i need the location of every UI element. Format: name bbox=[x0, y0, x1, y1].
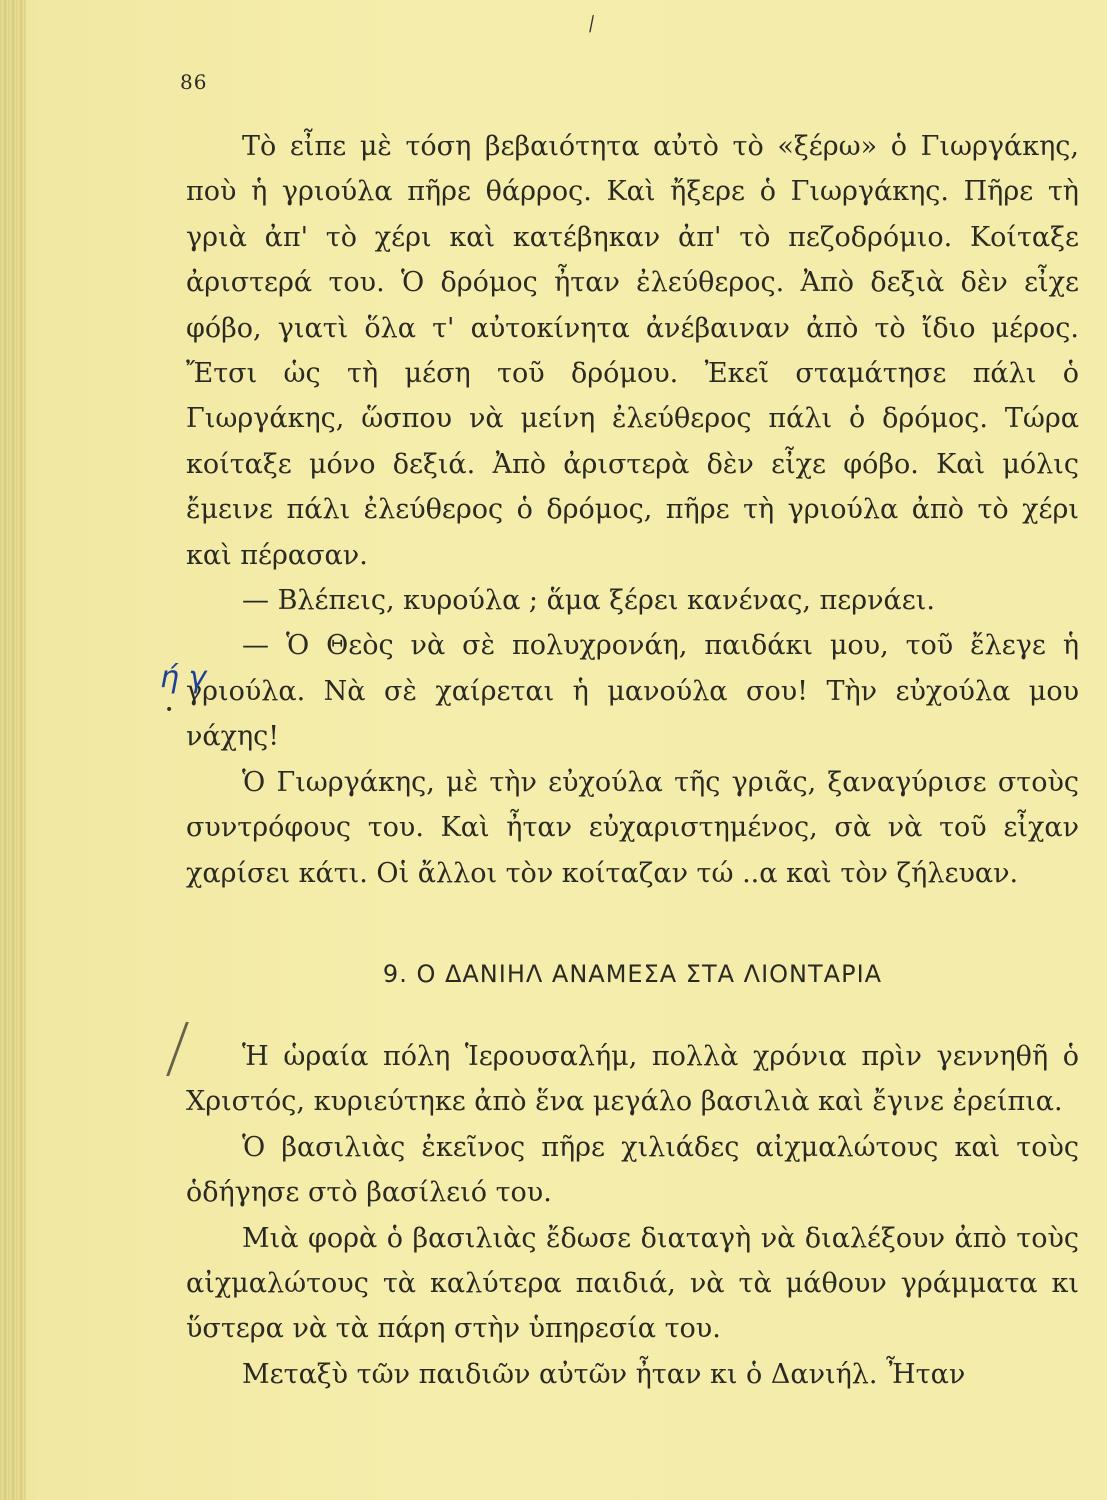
chapter-body bbox=[186, 1034, 1079, 1397]
dialogue-line: — Βλέπεις, κυρούλα ; ἅμα ξέρει κανένας, περνάει. bbox=[242, 585, 935, 617]
chapter-title: 9. Ο ΔΑΝΙΗΛ ΑΝΑΜΕΣΑ ΣΤΑ ΛΙΟΝΤΑΡΙΑ bbox=[382, 960, 883, 988]
paragraph: Τὸ εἶπε μὲ τόση βεβαιότητα αὐτὸ τὸ «ξέρω» ὁ Γιωργάκης, ποὺ ἡ γριούλα πῆρε θάρρος. Καὶ ἤξερε ὁ Γιωργάκης. Πῆρε τὴ γριὰ ἀπ' τὸ χέρι καὶ κατέβηκαν ἀπ' τὸ πεζοδρόμιο. Κοίταξε ἀριστερά του. Ὁ δρόμος ἦταν ἐλεύθερος. Ἀπὸ δεξιὰ δὲν εἶχε φόβο, γιατὶ ὅλα τ' αὐτοκίνητα ἀνέβαιναν ἀπὸ τὸ ἴδιο μέρος. Ἔτσι ὡς τὴ μέση τοῦ δρόμου. Ἐκεῖ σταμάτησε πάλι ὁ Γιωργάκης, ὥσπου νὰ μείνη ἐλεύθερος πάλι ὁ δρόμος. Τώρα κοίταξε μόνο δεξιά. Ἀπὸ ἀριστερὰ δὲν εἶχε φόβο. Καὶ μόλις ἔμεινε πάλι ἐλεύθερος ὁ δρόμος, πῆρε τὴ γριούλα ἀπὸ τὸ χέρι καὶ πέρασαν. bbox=[186, 131, 1079, 571]
dialogue-line: — Ὁ Θεὸς νὰ σὲ πολυχρονάη, παιδάκι μου, τοῦ ἔλεγε ἡ γριούλα. Νὰ σὲ χαίρεται ἡ μανούλα σου! Τὴν εὐχούλα μου νάχης! bbox=[186, 630, 1079, 753]
margin-dot: • bbox=[165, 702, 174, 718]
page-binding-edge bbox=[0, 0, 26, 1500]
handwritten-margin-correction: ή γ bbox=[160, 660, 207, 695]
pencil-tick-mark: ⁄ bbox=[585, 12, 598, 36]
paragraph: Ἡ ὡραία πόλη Ἱερουσαλήμ, πολλὰ χρόνια πρὶν γεννηθῆ ὁ Χριστός, κυριεύτηκε ἀπὸ ἕνα μεγάλο βασιλιὰ καὶ ἔγινε ἐρείπια. bbox=[186, 1041, 1079, 1118]
story-continuation bbox=[186, 124, 1079, 896]
paragraph: Μεταξὺ τῶν παιδιῶν αὐτῶν ἦταν κι ὁ Δανιήλ. Ἦταν bbox=[242, 1358, 966, 1390]
paragraph: Ὁ βασιλιὰς ἐκεῖνος πῆρε χιλιάδες αἰχμαλώτους καὶ τοὺς ὁδήγησε στὸ βασίλειό του. bbox=[186, 1131, 1079, 1209]
page-number: 86 bbox=[180, 70, 208, 94]
paragraph: Μιὰ φορὰ ὁ βασιλιὰς ἔδωσε διαταγὴ νὰ διαλέξουν ἀπὸ τοὺς αἰχμαλώτους τὰ καλύτερα παιδιά, νὰ τὰ μάθουν γράμματα κι ὕστερα νὰ τὰ πάρη στὴν ὑπηρεσία του. bbox=[186, 1222, 1079, 1345]
paragraph: Ὁ Γιωργάκης, μὲ τὴν εὐχούλα τῆς γριᾶς, ξαναγύρισε στοὺς συντρόφους του. Καὶ ἦταν εὐχαριστημένος, σὰ νὰ τοῦ εἶχαν χαρίσει κάτι. Οἱ ἄλλοι τὸν κοίταζαν τώ ..α καὶ τὸν ζήλευαν. bbox=[186, 766, 1079, 889]
